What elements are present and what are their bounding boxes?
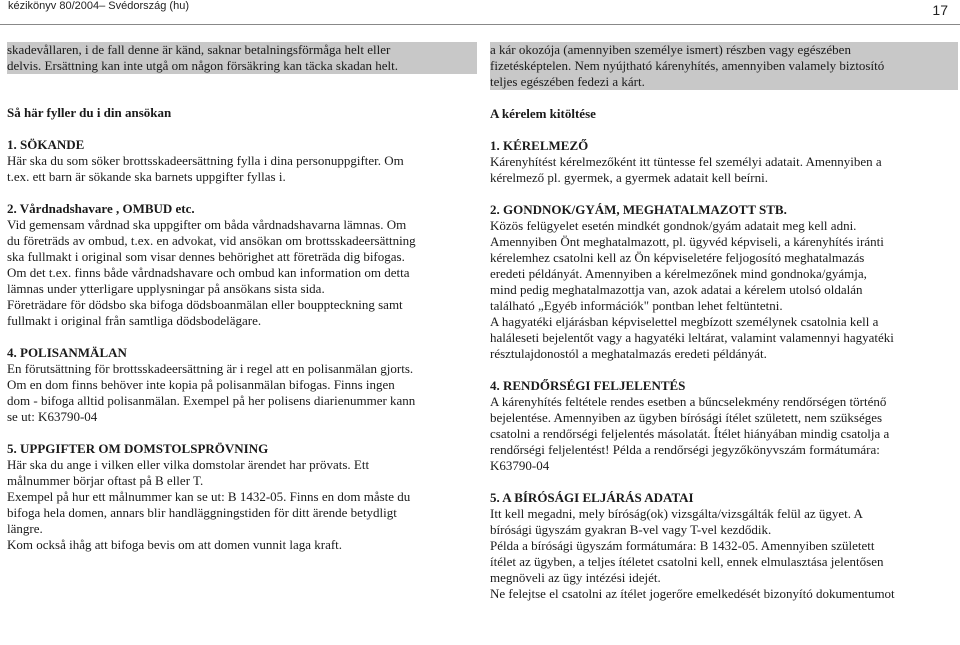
left-s5-heading: 5. UPPGIFTER OM DOMSTOLSPRÖVNING [7,441,269,456]
right-s2-line: résztulajdonostól a meghatalmazás eredeti példányát. [490,346,767,361]
swedish-column [7,42,477,553]
right-intro-highlight [490,42,958,90]
right-s5-line: Ne felejtse el csatolni az ítélet jogerőre emelkedését bizonyító dokumentumot [490,586,895,601]
left-intro-line: delvis. Ersättning kan inte utgå om någon försäkring kan täcka skadan helt. [7,58,398,73]
left-s4-line: Om en dom finns behöver inte kopia på polisanmälan bifogas. Finns ingen [7,377,395,392]
left-s5-line: Här ska du ange i vilken eller vilka domstolar ärendet har prövats. Ett [7,457,370,472]
left-s5-line: Kom också ihåg att bifoga bevis om att domen vunnit laga kraft. [7,537,343,552]
right-s4-line: A kárenyhítés feltétele rendes esetben a bűncselekmény rendőrségen történő [490,394,887,409]
left-s2-line: lämnas under ytterligare upplysningar på ansökans sista sida. [7,281,325,296]
left-s2-line: Vid gemensam vårdnad ska uppgifter om båda vårdnadshavarna lämnas. Om [7,217,407,232]
hungarian-column [490,42,958,602]
right-s4-line: csatolni a rendőrségi feljelentés másolatát. Ítélet hiányában mindig csatolja a [490,426,890,441]
left-how-title: Så här fyller du i din ansökan [7,105,172,120]
right-s2-line: található „Egyéb információk" pontban lehet feltüntetni. [490,298,783,313]
right-s5-line: Példa a bírósági ügyszám formátumára: B 1432-05. Amennyiben született [490,538,875,553]
left-s4-line: se ut: K63790-04 [7,409,98,424]
left-s4-heading: 4. POLISANMÄLAN [7,345,127,360]
right-s5-line: Itt kell megadni, mely bíróság(ok) vizsgálta/vizsgálták felül az ügyet. A [490,506,863,521]
left-s4-line: dom - bifoga alltid polisanmälan. Exempel på her polisens diarienummer kann [7,393,416,408]
left-s2-line: ska fullmakt i original som visar dennes behörighet att företräda dig bifogas. [7,249,405,264]
right-s4-line: K63790-04 [490,458,550,473]
left-s5-line: bifoga hela domen, annars blir handläggningstiden för ditt ärende betydligt [7,505,397,520]
right-s2-line: kérelemhez csatolni kell az Ön képviseletére feljogosító meghatalmazás [490,250,865,265]
right-s5-heading: 5. A BÍRÓSÁGI ELJÁRÁS ADATAI [490,490,694,505]
left-s2-line: fullmakt i original från samtliga dödsbodelägare. [7,313,262,328]
left-s2-heading: 2. Vårdnadshavare , OMBUD etc. [7,201,195,216]
header-divider [0,24,960,25]
right-s5-line: bírósági ügyszám gyakran B-vel vagy T-vel kezdődik. [490,522,772,537]
left-s1-line: Här ska du som söker brottsskadeersättning fylla i dina personuppgifter. Om [7,153,404,168]
right-s5-line: ítélet az ügyben, a teljes ítéletet csatolni kell, ennek elmulasztása jelentősen [490,554,884,569]
right-s5-line: megnöveli az ügy intézési idejét. [490,570,661,585]
header-title: kézikönyv 80/2004– Svédország (hu) [8,0,189,12]
right-s2-line: mind pedig meghatalmazottja van, azok adatai a kérelem utolsó oldalán [490,282,863,297]
right-s2-line: haláleseti bejelentőt vagy a hagyatéki leltárat, valamint valamennyi hagyatéki [490,330,894,345]
right-s4-heading: 4. RENDŐRSÉGI FELJELENTÉS [490,378,686,393]
right-s1-line: kérelmező pl. gyermek, a gyermek adatait kell beírni. [490,170,768,185]
left-s5-line: Exempel på hur ett målnummer kan se ut: B 1432-05. Finns en dom måste du [7,489,411,504]
right-s1-line: Kárenyhítést kérelmezőként itt tüntesse fel személyi adatait. Amennyiben a [490,154,882,169]
right-s2-line: A hagyatéki eljárásban képviselettel megbízott személynek csatolnia kell a [490,314,879,329]
right-intro-line: a kár okozója (amennyiben személye ismert) részben vagy egészében [490,42,851,57]
left-intro-line: skadevållaren, i de fall denne är känd, saknar betalningsförmåga helt eller [7,42,391,57]
right-s4-line: rendőrségi feljelentést! Példa a rendőrségi jegyzőkönyvszám formátumára: [490,442,880,457]
right-s2-line: Amennyiben Önt meghatalmazott, pl. ügyvéd képviseli, a kárenyhítés iránti [490,234,884,249]
page-number: 17 [932,2,948,18]
right-s4-line: bejelentése. Amennyiben az ügyben bírósági ítélet született, nem szükséges [490,410,883,425]
right-s2-heading: 2. GONDNOK/GYÁM, MEGHATALMAZOTT STB. [490,202,787,217]
left-s1-heading: 1. SÖKANDE [7,137,85,152]
right-intro-line: teljes egészében fedezi a kárt. [490,74,645,89]
page-header [0,0,960,24]
right-how-title: A kérelem kitöltése [490,106,596,121]
left-s5-line: längre. [7,521,43,536]
right-s2-line: eredeti példányát. Amennyiben a kérelmezőnek mind gondnoka/gyámja, [490,266,867,281]
left-s4-line: En förutsättning för brottsskadeersättning är i regel att en polisanmälan gjorts. [7,361,414,376]
left-s2-line: Om det t.ex. finns både vårdnadshavare och ombud kan information om detta [7,265,410,280]
left-s5-line: målnummer börjar oftast på B eller T. [7,473,204,488]
right-s2-line: Közös felügyelet esetén mindkét gondnok/gyám adatait meg kell adni. [490,218,857,233]
left-s2-line: du företräds av ombud, t.ex. en advokat, vid ansökan om brottsskadeersättning [7,233,416,248]
left-s2-line: Företrädare för dödsbo ska bifoga dödsboanmälan eller bouppteckning samt [7,297,403,312]
left-s1-line: t.ex. ett barn är sökande ska barnets uppgifter fyllas i. [7,169,286,184]
left-intro-highlight [7,42,477,74]
right-s1-heading: 1. KÉRELMEZŐ [490,138,589,153]
right-intro-line: fizetésképtelen. Nem nyújtható kárenyhítés, amennyiben valamely biztosító [490,58,885,73]
